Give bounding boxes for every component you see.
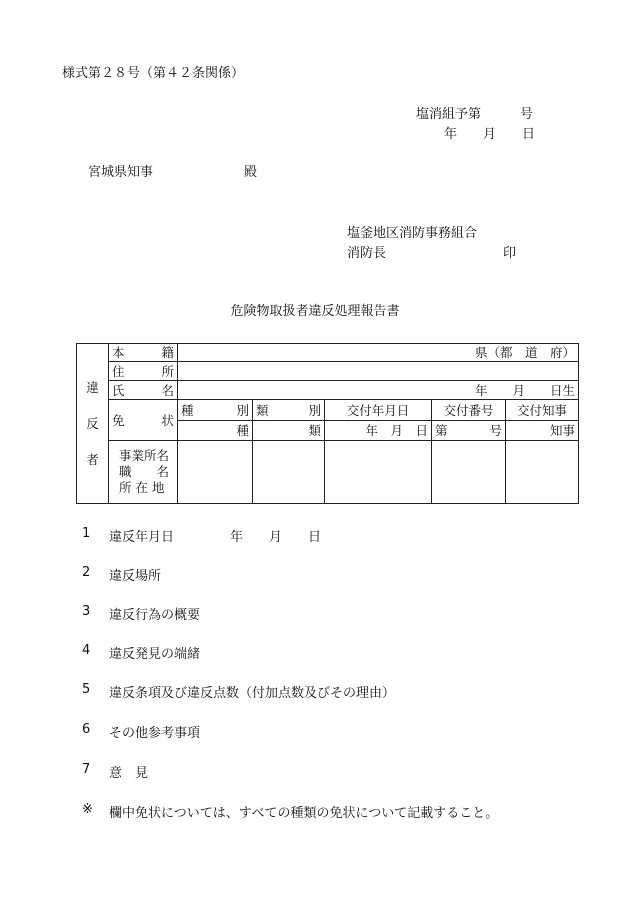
workplace-labels [109, 441, 178, 504]
list-item-number: 4 [82, 643, 91, 658]
address-label: 住所 [109, 362, 178, 381]
list-item-date: 年 月 日 [230, 530, 322, 545]
job-title-label: 職 名 [119, 464, 170, 479]
violator-header [77, 344, 109, 504]
list-item-text: 意 見 [109, 766, 149, 781]
list-item-text: 違反年月日 年 月 日 [109, 530, 322, 545]
violator-char: 反 [86, 415, 99, 431]
list-item-number: 1 [82, 526, 91, 541]
license-value-issue-date: 年 月 日 [325, 421, 432, 441]
honseki-value: 県（都 道 府） [178, 344, 579, 362]
location-label: 所 在 地 [119, 480, 165, 495]
list-item-text: 違反条項及び違反点数（付加点数及びその理由） [109, 686, 396, 701]
note-mark: ※ [82, 802, 93, 817]
document-number: 塩消組予第 号 [416, 107, 534, 122]
list-item-number: 5 [82, 682, 91, 697]
note-text: 欄中免状については、すべての種類の免状について記載すること。 [109, 806, 499, 821]
list-item-number: 3 [82, 604, 91, 619]
sender-organization: 塩釜地区消防事務組合 [347, 226, 478, 241]
list-item-number: 2 [82, 565, 91, 580]
list-item-number: 7 [82, 762, 91, 777]
license-value-issuer: 知事 [506, 421, 579, 441]
recipient: 宮城県知事 殿 [88, 165, 258, 180]
birth-date-value: 年 月 日生 [178, 381, 579, 400]
list-item-text: 違反発見の端緒 [109, 647, 201, 662]
license-header-issue-number: 交付番号 [432, 400, 506, 421]
violation-form-table [76, 343, 579, 504]
license-header-type: 種別 [178, 400, 253, 421]
sender-chief: 消防長 印 [347, 246, 517, 261]
violator-char: 違 [86, 379, 99, 395]
workplace-cell [506, 441, 579, 504]
workplace-cell [178, 441, 253, 504]
address-value [178, 362, 579, 381]
document-title: 危険物取扱者違反処理報告書 [230, 304, 400, 319]
list-item-text: 違反行為の概要 [109, 608, 201, 623]
list-item-text: 違反場所 [109, 569, 162, 584]
workplace-cell [432, 441, 506, 504]
form-number: 様式第２８号（第４２条関係） [62, 66, 245, 81]
document-date: 年 月 日 [444, 127, 536, 142]
license-value-issue-number: 第 号 [432, 421, 506, 441]
license-header-issuer: 交付知事 [506, 400, 579, 421]
license-value-class: 類 [253, 421, 325, 441]
license-label: 免状 [109, 400, 178, 441]
license-header-class: 類別 [253, 400, 325, 421]
violator-char: 者 [86, 451, 99, 467]
license-header-issue-date: 交付年月日 [325, 400, 432, 421]
workplace-name-label: 事業所名 [119, 448, 170, 463]
license-value-type: 種 [178, 421, 253, 441]
list-item-number: 6 [82, 722, 91, 737]
name-label: 氏名 [109, 381, 178, 400]
list-item-text: その他参考事項 [109, 726, 201, 741]
workplace-cell [253, 441, 325, 504]
workplace-cell [325, 441, 432, 504]
honseki-label: 本籍 [109, 344, 178, 362]
